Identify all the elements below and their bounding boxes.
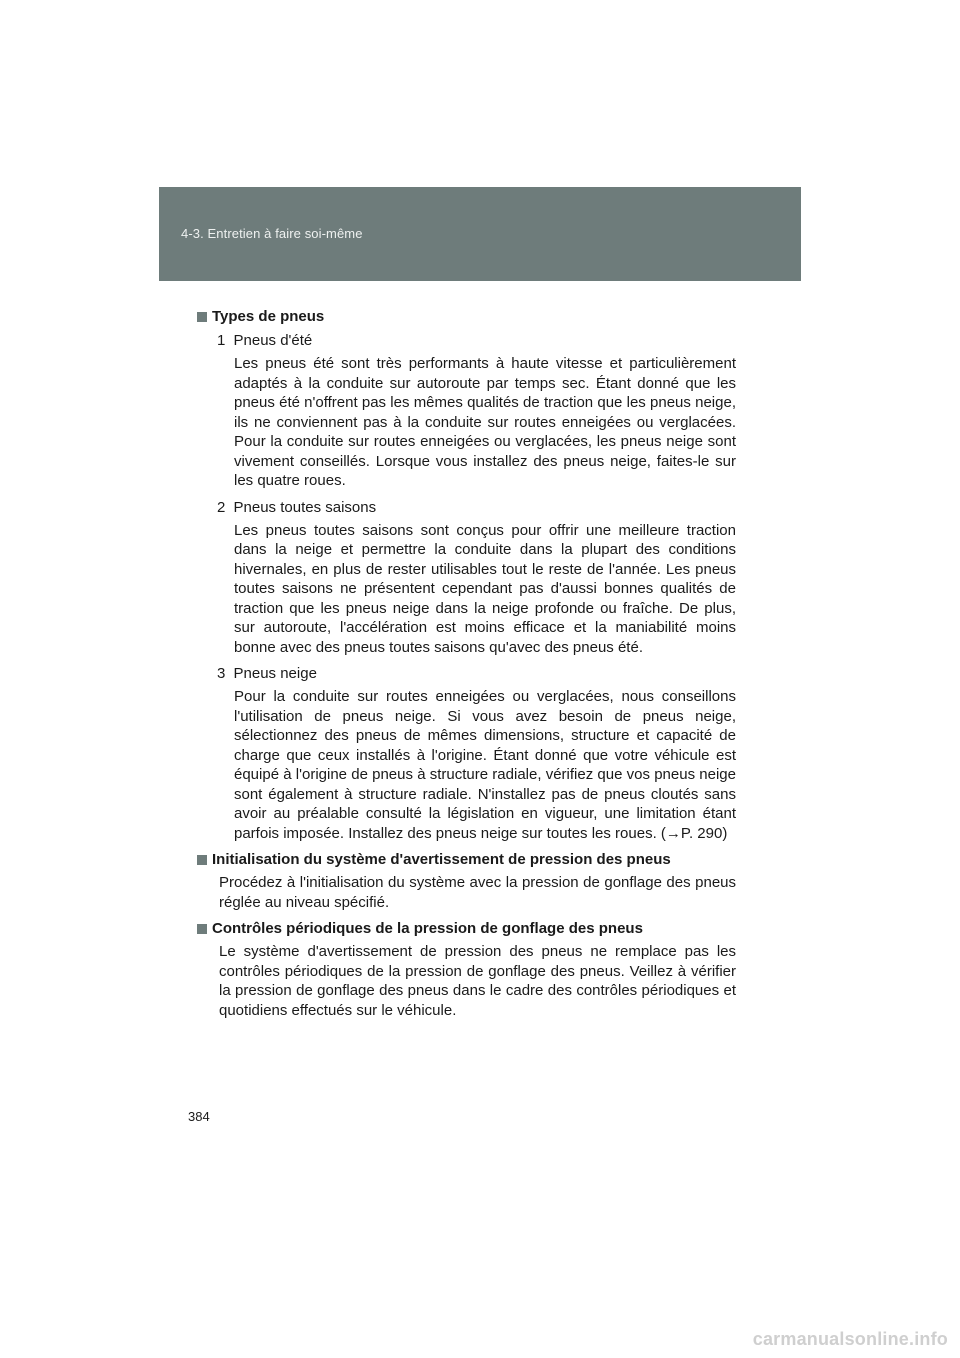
item-body-summer: Les pneus été sont très performants à haute vitesse et particulièrement adaptés à la conduite sur autoroute par temps sec. Étant donné que les pneus été n'offrent pas les mêmes qualités de traction que les pneus neige, ils ne conviennent pas à la conduite sur routes enneigées ou verglacées. Pour la conduite sur routes enneigées ou verglacées, les pneus neige sont vivement conseillés. Lorsque vous installez des pneus neige, faites-le sur les quatre roues.	[234, 355, 736, 489]
section-heading-periodic-checks	[196, 918, 736, 939]
section-heading-initialisation	[196, 849, 736, 870]
page-number: 384	[188, 1109, 210, 1124]
square-bullet-icon	[197, 924, 207, 934]
item-number: 1	[217, 332, 226, 349]
item-title-snow	[217, 663, 736, 684]
item-title-all-season	[217, 497, 736, 518]
chapter-header-band	[159, 187, 801, 281]
item-title-summer	[217, 330, 736, 351]
section-body-periodic-checks: Le système d'avertissement de pression des pneus ne remplace pas les contrôles périodiques de la pression de gonflage des pneus. Veillez à vérifier la pression de gonflage des pneus dans le cadre des contrôles périodiques et quotidiens effectués sur le véhicule.	[219, 943, 736, 1019]
square-bullet-icon	[197, 855, 207, 865]
page-content	[196, 306, 736, 1026]
item-number: 3	[217, 665, 226, 682]
item-title-text: Pneus toutes saisons	[233, 498, 377, 516]
item-body-all-season: Les pneus toutes saisons sont conçus pour offrir une meilleure traction dans la neige et permettre la conduite dans la plupart des conditions hivernales, en plus de rester utilisables tout le reste de l'année. Les pneus toutes saisons ne présentent cependant pas d'aussi bonnes qualités de traction que les pneus neige dans la neige profonde ou fraîche. De plus, sur autoroute, l'accélération est moins efficace et la maniabilité moins bonne avec des pneus toutes saisons qu'avec des pneus été.	[234, 521, 736, 656]
section-body-initialisation: Procédez à l'initialisation du système avec la pression de gonflage des pneus réglée au niveau spécifié.	[219, 874, 736, 911]
section-heading-text: Initialisation du système d'avertissement de pression des pneus	[212, 851, 671, 868]
section-heading-types	[196, 306, 736, 327]
item-title-text: Pneus d'été	[233, 332, 313, 349]
section-heading-text: Contrôles périodiques de la pression de gonflage des pneus	[212, 920, 643, 937]
section-heading-text: Types de pneus	[212, 308, 325, 325]
item-body-snow: Pour la conduite sur routes enneigées ou verglacées, nous conseillons l'utilisation de pneus neige. Si vous avez besoin de pneus neige, sélectionnez des pneus de mêmes dimensions, structure et capacité de charge que ceux installés à l'origine. Étant donné que votre véhicule est équipé à l'origine de pneus à structure radiale, vérifiez que vos pneus neige sont également à structure radiale. N'installez pas de pneus cloutés sans avoir au préalable consulté la législation en vigueur, une limitation étant parfois imposée. Installez des pneus neige sur toutes les roues. (→P. 290)	[234, 688, 736, 842]
item-title-text: Pneus neige	[233, 665, 317, 682]
item-number: 2	[217, 498, 226, 516]
chapter-title: 4-3. Entretien à faire soi-même	[181, 226, 363, 241]
watermark: carmanualsonline.info	[752, 1329, 948, 1349]
square-bullet-icon	[197, 312, 207, 322]
